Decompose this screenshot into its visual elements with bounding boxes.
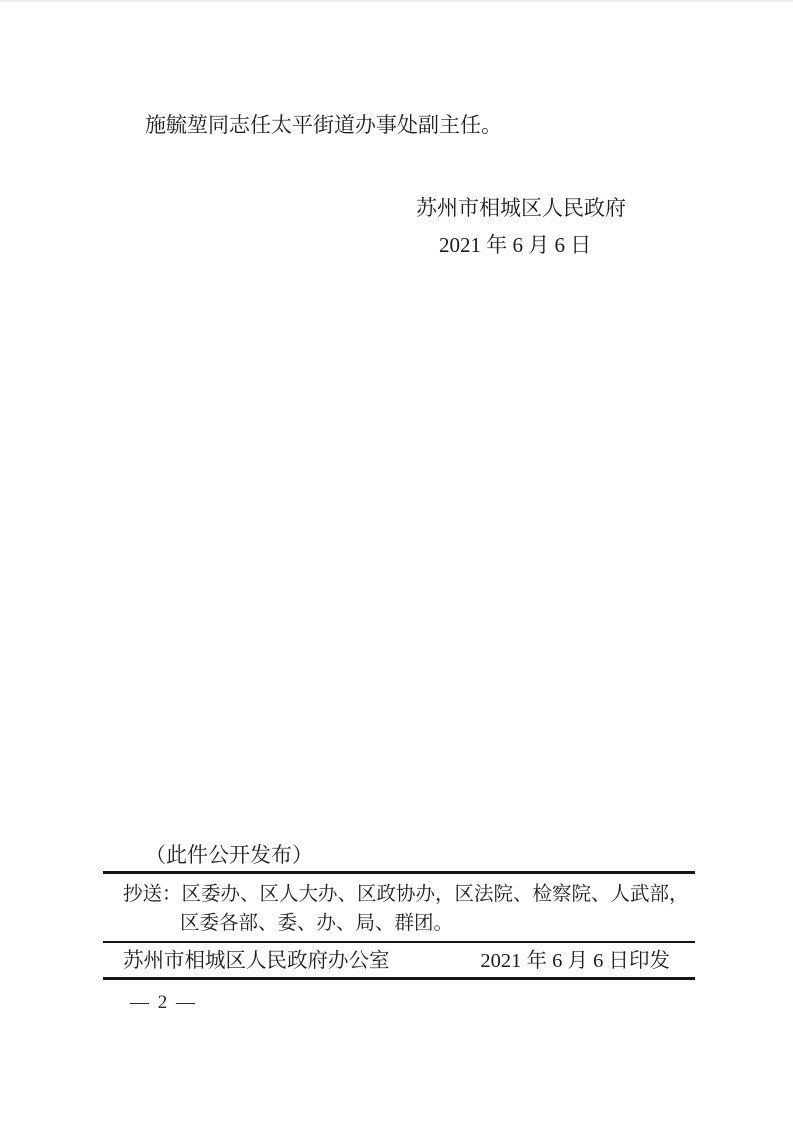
appointment-paragraph: 施毓堃同志任太平街道办事处副主任。: [145, 113, 502, 137]
colophon-row: [123, 948, 670, 974]
page-number: — 2 —: [130, 992, 197, 1013]
issuing-office: 苏州市相城区人民政府办公室: [123, 950, 390, 972]
separator-line-top: [103, 871, 695, 874]
public-release-note: （此件公开发布）: [145, 843, 313, 867]
cc-list-line-1: 抄送：区委办、区人大办、区政协办，区法院、检察院、人武部，: [123, 884, 689, 905]
signature-organization: 苏州市相城区人民政府: [416, 196, 626, 220]
cc-list-line-2: 区委各部、委、办、局、群团。: [180, 913, 454, 934]
signature-date: 2021 年 6 月 6 日: [439, 233, 592, 257]
separator-line-middle: [103, 941, 695, 943]
print-date: 2021 年 6 月 6 日印发: [480, 950, 670, 972]
separator-line-bottom: [103, 977, 695, 980]
